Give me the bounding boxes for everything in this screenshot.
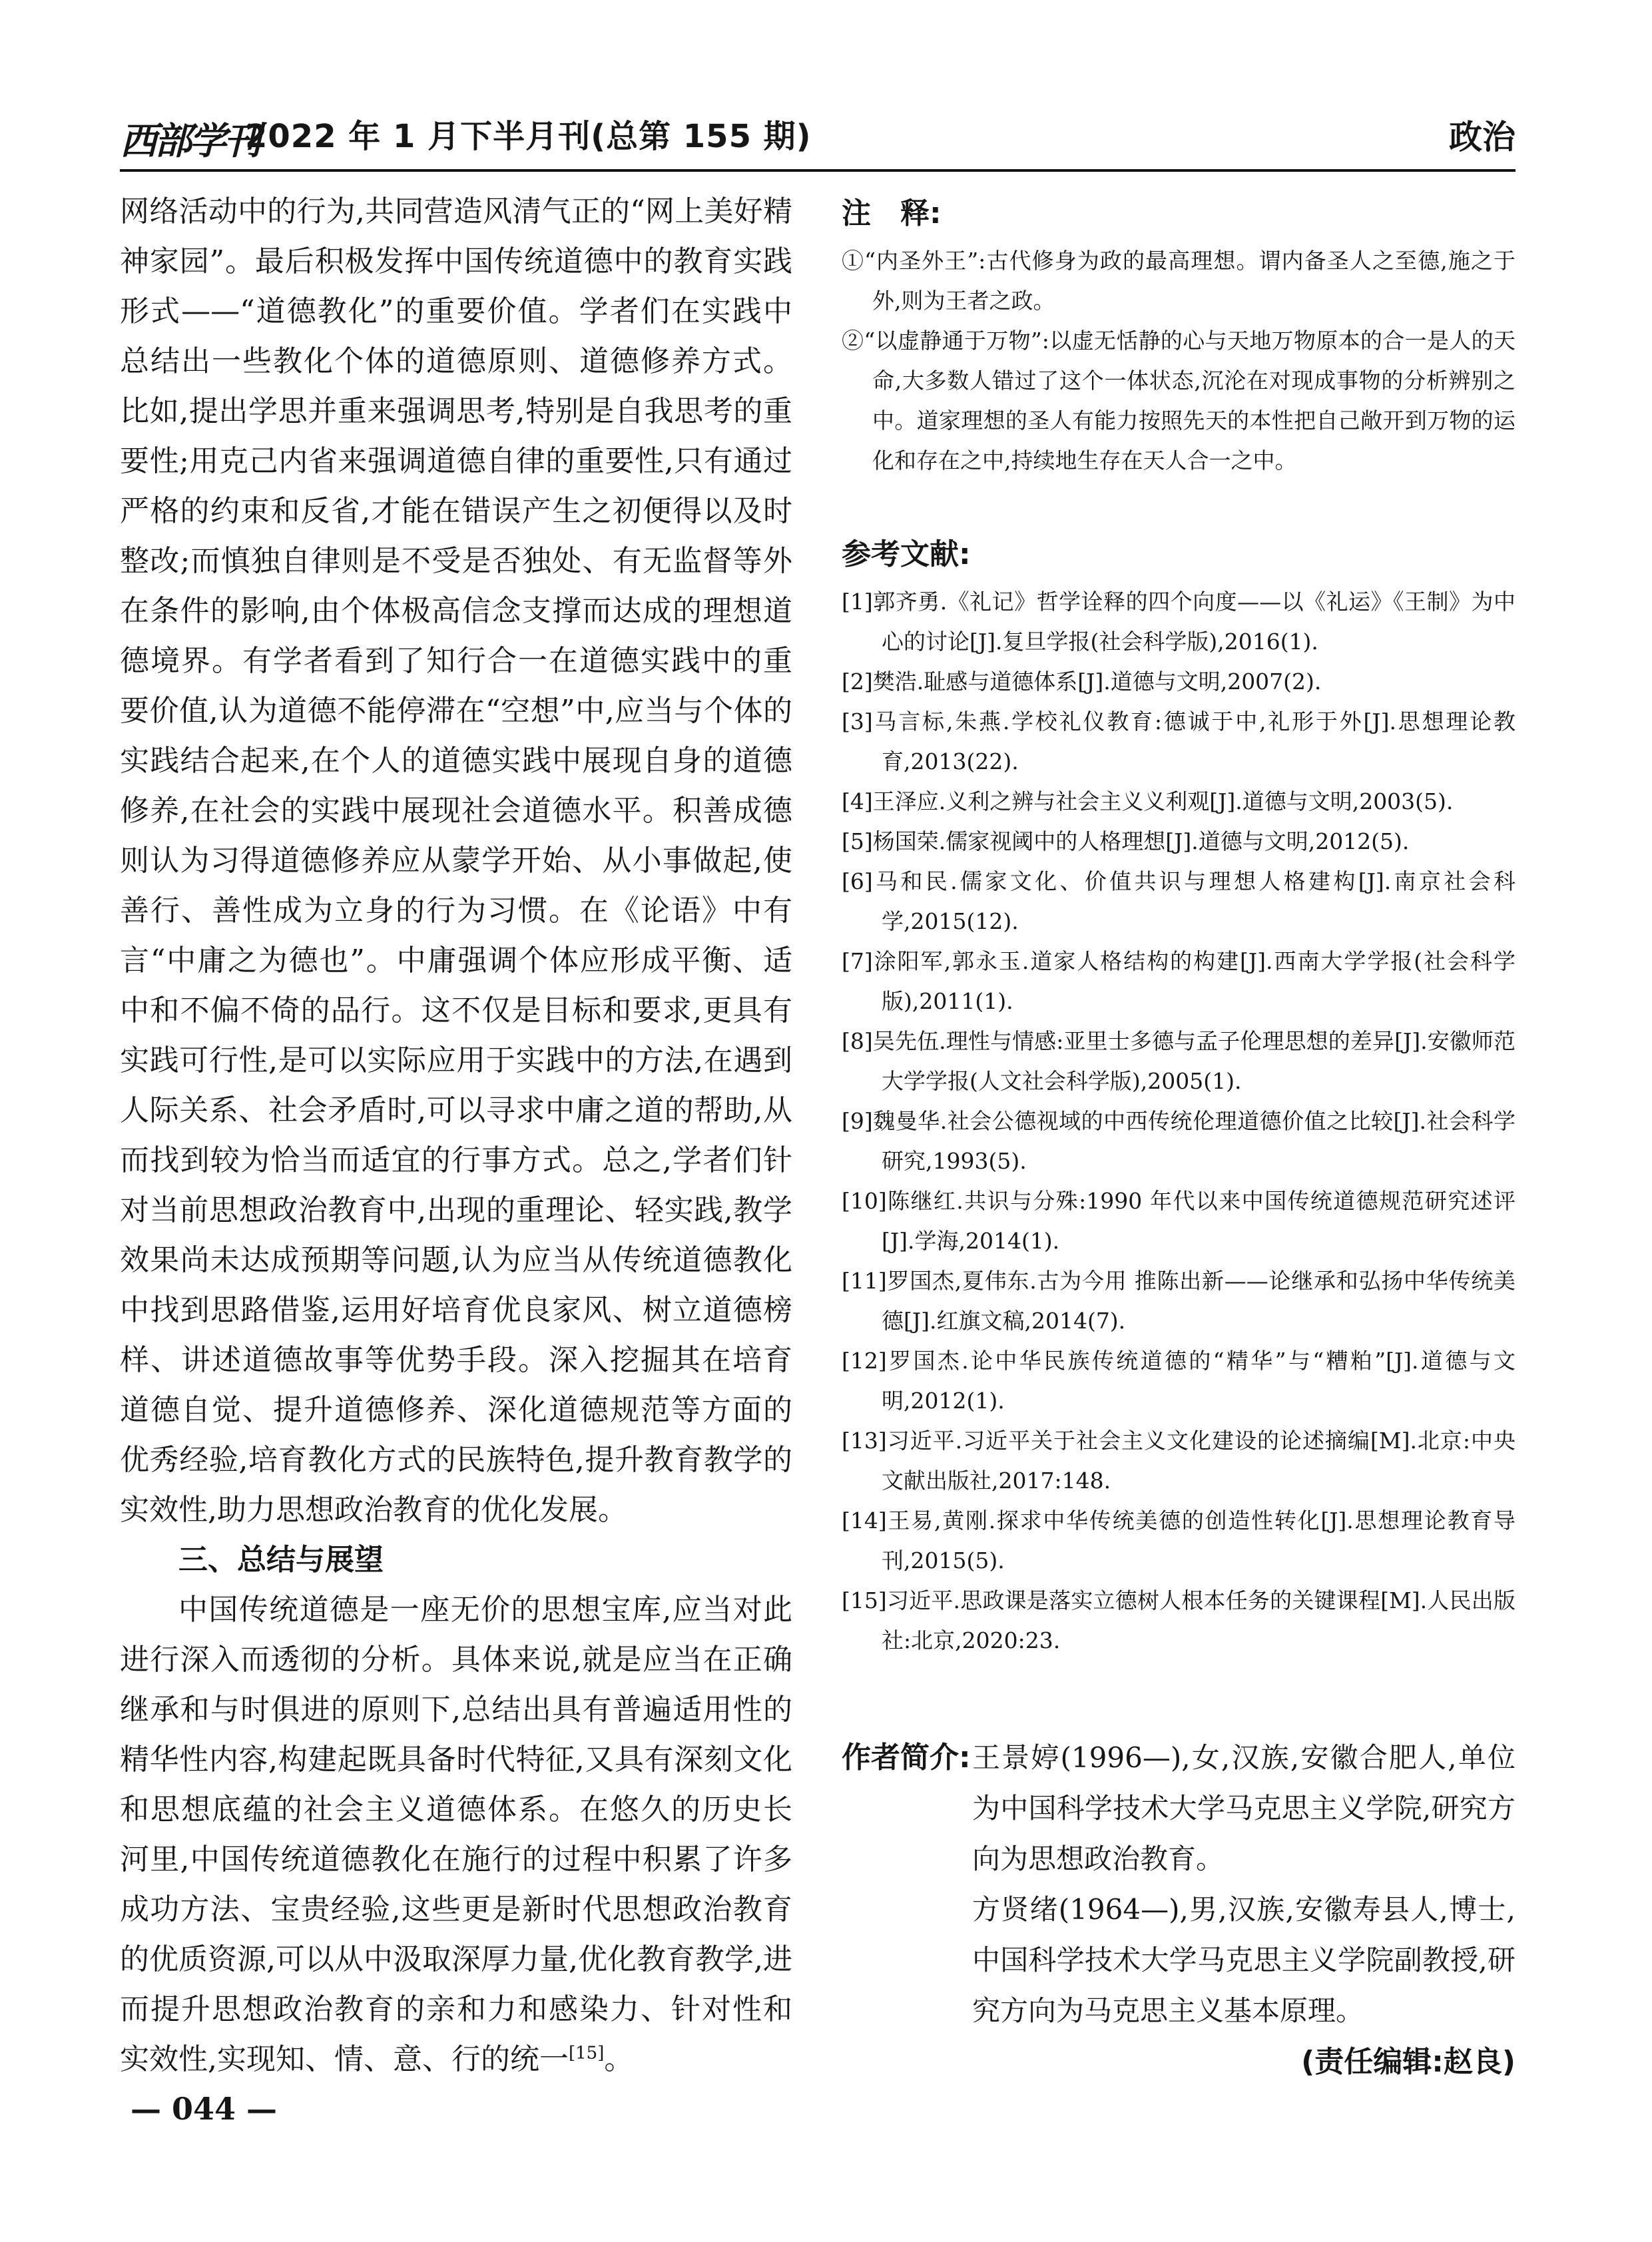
author-bio-2: 方贤绪(1964—),男,汉族,安徽寿县人,博士,中国科学技术大学马克思主义学院副教授,研究方向为马克思主义基本原理。 xyxy=(972,1893,1515,2027)
author-bio xyxy=(842,1733,1515,2036)
note-item: ②“以虚静通于万物”:以虚无恬静的心与天地万物原本的合一是人的天命,大多数人错过了这个一体状态,沉沦在对现成事物的分析辨别之中。道家理想的圣人有能力按照先天的本性把自己敞开到万物的运化和存在之中,持续地生存在天人合一之中。 xyxy=(842,328,1515,473)
conclusion-text: 中国传统道德是一座无价的思想宝库,应当对此进行深入而透彻的分析。具体来说,就是应当在正确继承和与时俱进的原则下,总结出具有普遍适用性的精华性内容,构建起既具备时代特征,又具有深刻文化和思想底蕴的社会主义道德体系。在悠久的历史长河里,中国传统道德教化在施行的过程中积累了许多成功方法、宝贵经验,这些更是新时代思想政治教育的优质资源,可以从中汲取深厚力量,优化教育教学,进而提升思想政治教育的亲和力和感染力、针对性和实效性,实现知、情、意、行的统一 xyxy=(120,1593,792,2076)
header-divider xyxy=(120,169,1515,172)
reference-item: [2]樊浩.耻感与道德体系[J].道德与文明,2007(2). xyxy=(842,669,1322,695)
note-item: ①“内圣外王”:古代修身为政的最高理想。谓内备圣人之至德,施之于外,则为王者之政。 xyxy=(842,248,1515,314)
reference-item: [5]杨国荣.儒家视阈中的人格理想[J].道德与文明,2012(5). xyxy=(842,828,1410,854)
section-heading: 三、总结与展望 xyxy=(178,1543,384,1577)
reference-item: [8]吴先伍.理性与情感:亚里士多德与孟子伦理思想的差异[J].安徽师范大学学报(人文社会科学版),2005(1). xyxy=(842,1028,1515,1094)
reference-item: [10]陈继红.共识与分殊:1990 年代以来中国传统道德规范研究述评[J].学海,2014(1). xyxy=(842,1188,1515,1254)
author-bio-1: 王景婷(1996—),女,汉族,安徽合肥人,单位为中国科学技术大学马克思主义学院,研究方向为思想政治教育。 xyxy=(972,1741,1515,1875)
reference-item: [1]郭齐勇.《礼记》哲学诠释的四个向度——以《礼运》《王制》为中心的讨论[J].复旦学报(社会科学版),2016(1). xyxy=(842,589,1515,655)
reference-item: [12]罗国杰.论中华民族传统道德的“精华”与“糟粕”[J].道德与文明,2012(1). xyxy=(842,1348,1515,1414)
issue-info: 2022 年 1 月下半月刊(总第 155 期) xyxy=(245,118,812,155)
reference-item: [15]习近平.思政课是落实立德树人根本任务的关键课程[M].人民出版社:北京,2020:23. xyxy=(842,1587,1515,1653)
references-heading: 参考文献: xyxy=(842,537,971,571)
section-name: 政治 xyxy=(1449,118,1515,156)
main-text-column xyxy=(120,186,792,2084)
reference-item: [13]习近平.习近平关于社会主义文化建设的论述摘编[M].北京:中央文献出版社,2017:148. xyxy=(842,1428,1515,1494)
reference-item: [14]王易,黄刚.探求中华传统美德的创造性转化[J].思想理论教育导刊,2015(5). xyxy=(842,1508,1516,1573)
journal-logo: 西部学刊 xyxy=(120,119,258,163)
page-number: — 044 — xyxy=(131,2091,278,2127)
reference-item: [3]马言标,朱燕.学校礼仪教育:德诚于中,礼形于外[J].思想理论教育,2013(22). xyxy=(842,708,1515,774)
reference-item: [11]罗国杰,夏伟东.古为今用 推陈出新——论继承和弘扬中华传统美德[J].红旗文稿,2014(7). xyxy=(842,1268,1515,1334)
reference-item: [6]马和民.儒家文化、价值共识与理想人格建构[J].南京社会科学,2015(12). xyxy=(842,868,1515,934)
citation-mark[interactable]: [15] xyxy=(569,2043,605,2064)
notes-heading: 注 释: xyxy=(842,196,942,230)
reference-item: [9]魏曼华.社会公德视域的中西传统伦理道德价值之比较[J].社会科学研究,1993(5). xyxy=(842,1108,1515,1174)
reference-item: [7]涂阳军,郭永玉.道家人格结构的构建[J].西南大学学报(社会科学版),2011(1). xyxy=(842,948,1515,1014)
page-header xyxy=(120,107,1515,168)
responsible-editor: (责任编辑:赵良) xyxy=(1301,2045,1515,2079)
conclusion-end: 。 xyxy=(604,2042,634,2076)
notes-references-column xyxy=(842,189,1515,1661)
body-paragraph: 网络活动中的行为,共同营造风清气正的“网上美好精神家园”。最后积极发挥中国传统道德中的教育实践形式——“道德教化”的重要价值。学者们在实践中总结出一些教化个体的道德原则、道德修养方式。比如,提出学思并重来强调思考,特别是自我思考的重要性;用克己内省来强调道德自律的重要性,只有通过严格的约束和反省,才能在错误产生之初便得以及时整改;而慎独自律则是不受是否独处、有无监督等外在条件的影响,由个体极高信念支撑而达成的理想道德境界。有学者看到了知行合一在道德实践中的重要价值,认为道德不能停滞在“空想”中,应当与个体的实践结合起来,在个人的道德实践中展现自身的道德修养,在社会的实践中展现社会道德水平。积善成德则认为习得道德修养应从蒙学开始、从小事做起,使善行、善性成为立身的行为习惯。在《论语》中有言“中庸之为德也”。中庸强调个体应形成平衡、适中和不偏不倚的品行。这不仅是目标和要求,更具有实践可行性,是可以实际应用于实践中的方法,在遇到人际关系、社会矛盾时,可以寻求中庸之道的帮助,从而找到较为恰当而适宜的行事方式。总之,学者们针对当前思想政治教育中,出现的重理论、轻实践,教学效果尚未达成预期等问题,认为应当从传统道德教化中找到思路借鉴,运用好培育优良家风、树立道德榜样、讲述道德故事等优势手段。深入挖掘其在培育道德自觉、提升道德修养、深化道德规范等方面的优秀经验,培育教化方式的民族特色,提升教育教学的实效性,助力思想政治教育的优化发展。 xyxy=(120,194,792,1527)
reference-item: [4]王泽应.义利之辨与社会主义义利观[J].道德与文明,2003(5). xyxy=(842,788,1454,814)
conclusion-paragraph xyxy=(120,1585,792,2084)
author-bio-label: 作者简介: xyxy=(842,1741,971,1775)
